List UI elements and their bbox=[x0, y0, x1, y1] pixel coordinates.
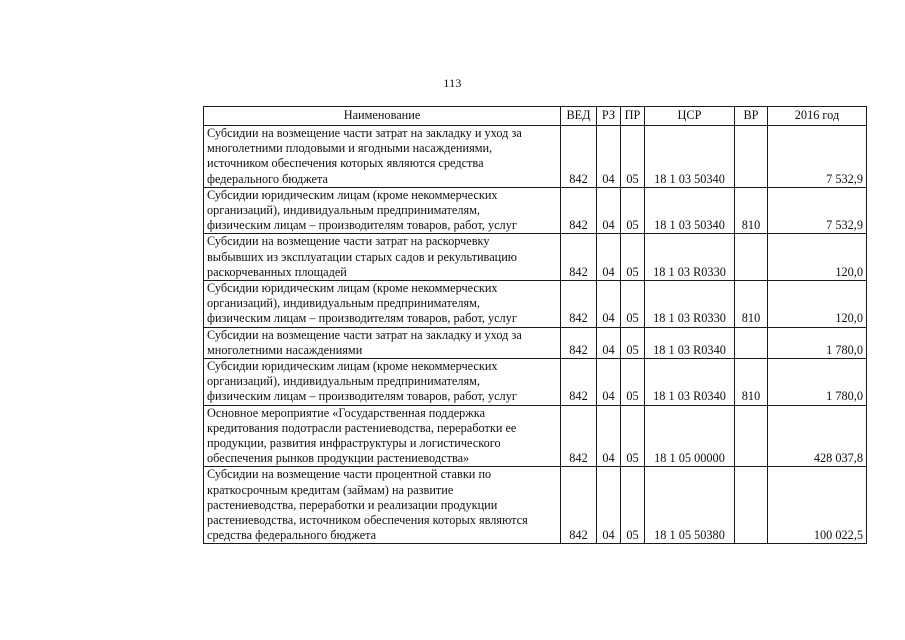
row-csr: 18 1 03 50340 bbox=[645, 126, 735, 188]
row-name bbox=[204, 281, 561, 328]
row-name-line: кредитования подотрасли растениеводства, переработки ее bbox=[207, 420, 517, 435]
row-name-line: растениеводства, источником обеспечения которых являются bbox=[207, 513, 528, 528]
row-ved: 842 bbox=[561, 327, 597, 358]
row-name-line: физическим лицам – производителям товаров, работ, услуг bbox=[207, 389, 517, 404]
row-name bbox=[204, 187, 561, 234]
header-vr: ВР bbox=[735, 107, 768, 126]
row-ved: 842 bbox=[561, 126, 597, 188]
row-name bbox=[204, 359, 561, 406]
table-row bbox=[204, 359, 867, 406]
row-name-line: Субсидии на возмещение части процентной ставки по bbox=[207, 467, 492, 482]
row-name-line: многолетними насаждениями bbox=[207, 342, 363, 357]
row-csr: 18 1 03 R0330 bbox=[645, 234, 735, 281]
row-csr: 18 1 03 50340 bbox=[645, 187, 735, 234]
row-pr: 05 bbox=[621, 327, 645, 358]
row-name-line: источником обеспечения которых являются средства bbox=[207, 156, 484, 171]
row-name-line: выбывших из эксплуатации старых садов и рекультивацию bbox=[207, 249, 517, 264]
row-ved: 842 bbox=[561, 467, 597, 544]
header-ved: ВЕД bbox=[561, 107, 597, 126]
row-amount: 120,0 bbox=[768, 234, 867, 281]
row-vr: 810 bbox=[735, 281, 768, 328]
row-csr: 18 1 05 50380 bbox=[645, 467, 735, 544]
row-vr bbox=[735, 327, 768, 358]
row-vr bbox=[735, 126, 768, 188]
row-csr: 18 1 03 R0330 bbox=[645, 281, 735, 328]
row-pr: 05 bbox=[621, 467, 645, 544]
row-name-line: многолетними плодовыми и ягодными насаждениями, bbox=[207, 141, 493, 156]
row-amount: 7 532,9 bbox=[768, 187, 867, 234]
row-amount: 100 022,5 bbox=[768, 467, 867, 544]
row-vr: 810 bbox=[735, 187, 768, 234]
budget-table bbox=[203, 106, 867, 544]
row-name-line: Основное мероприятие «Государственная поддержка bbox=[207, 405, 486, 420]
table-header-row bbox=[204, 107, 867, 126]
table-row bbox=[204, 281, 867, 328]
row-name bbox=[204, 234, 561, 281]
row-rz: 04 bbox=[597, 405, 621, 467]
table-row bbox=[204, 126, 867, 188]
header-rz: РЗ bbox=[597, 107, 621, 126]
row-ved: 842 bbox=[561, 405, 597, 467]
row-ved: 842 bbox=[561, 359, 597, 406]
row-vr bbox=[735, 405, 768, 467]
row-amount: 1 780,0 bbox=[768, 359, 867, 406]
row-name bbox=[204, 405, 561, 467]
row-pr: 05 bbox=[621, 187, 645, 234]
row-name-line: средства федерального бюджета bbox=[207, 528, 377, 543]
row-vr bbox=[735, 467, 768, 544]
row-csr: 18 1 05 00000 bbox=[645, 405, 735, 467]
table-row bbox=[204, 234, 867, 281]
row-name-line: обеспечения рынков продукции растениеводства» bbox=[207, 451, 470, 466]
row-name bbox=[204, 126, 561, 188]
row-name-line: продукции, развития инфраструктуры и логистического bbox=[207, 436, 501, 451]
header-pr: ПР bbox=[621, 107, 645, 126]
row-ved: 842 bbox=[561, 187, 597, 234]
row-name-line: организаций), индивидуальным предпринимателям, bbox=[207, 296, 480, 311]
row-name-line: физическим лицам – производителям товаров, работ, услуг bbox=[207, 218, 517, 233]
row-rz: 04 bbox=[597, 467, 621, 544]
row-ved: 842 bbox=[561, 234, 597, 281]
row-name bbox=[204, 467, 561, 544]
row-pr: 05 bbox=[621, 281, 645, 328]
row-name-line: Субсидии юридическим лицам (кроме некоммерческих bbox=[207, 359, 498, 374]
row-name-line: федерального бюджета bbox=[207, 171, 328, 186]
page-number: 113 bbox=[443, 76, 462, 90]
row-ved: 842 bbox=[561, 281, 597, 328]
table-row bbox=[204, 327, 867, 358]
row-pr: 05 bbox=[621, 359, 645, 406]
row-name bbox=[204, 327, 561, 358]
header-name: Наименование bbox=[204, 107, 561, 126]
row-pr: 05 bbox=[621, 126, 645, 188]
row-pr: 05 bbox=[621, 234, 645, 281]
header-csr: ЦСР bbox=[645, 107, 735, 126]
row-name-line: краткосрочным кредитам (займам) на развитие bbox=[207, 482, 454, 497]
row-amount: 428 037,8 bbox=[768, 405, 867, 467]
row-name-line: Субсидии на возмещение части затрат на закладку и уход за bbox=[207, 126, 522, 140]
table-row bbox=[204, 467, 867, 544]
table-row bbox=[204, 187, 867, 234]
row-amount: 1 780,0 bbox=[768, 327, 867, 358]
row-name-line: Субсидии на возмещение части затрат на раскорчевку bbox=[207, 234, 490, 249]
row-name-line: раскорчеванных площадей bbox=[207, 264, 347, 279]
row-csr: 18 1 03 R0340 bbox=[645, 327, 735, 358]
row-name-line: Субсидии на возмещение части затрат на закладку и уход за bbox=[207, 327, 522, 342]
row-csr: 18 1 03 R0340 bbox=[645, 359, 735, 406]
row-amount: 7 532,9 bbox=[768, 126, 867, 188]
row-rz: 04 bbox=[597, 234, 621, 281]
table-body bbox=[204, 126, 867, 544]
row-rz: 04 bbox=[597, 187, 621, 234]
row-amount: 120,0 bbox=[768, 281, 867, 328]
row-name-line: организаций), индивидуальным предпринимателям, bbox=[207, 374, 480, 389]
row-vr bbox=[735, 234, 768, 281]
row-rz: 04 bbox=[597, 281, 621, 328]
row-rz: 04 bbox=[597, 359, 621, 406]
row-pr: 05 bbox=[621, 405, 645, 467]
row-vr: 810 bbox=[735, 359, 768, 406]
header-amount: 2016 год bbox=[768, 107, 867, 126]
row-name-line: физическим лицам – производителям товаров, работ, услуг bbox=[207, 311, 517, 326]
row-rz: 04 bbox=[597, 126, 621, 188]
row-name-line: растениеводства, переработки и реализации продукции bbox=[207, 497, 498, 512]
row-name-line: организаций), индивидуальным предпринимателям, bbox=[207, 203, 480, 218]
row-name-line: Субсидии юридическим лицам (кроме некоммерческих bbox=[207, 187, 498, 202]
row-name-line: Субсидии юридическим лицам (кроме некоммерческих bbox=[207, 281, 498, 296]
table-row bbox=[204, 405, 867, 467]
row-rz: 04 bbox=[597, 327, 621, 358]
